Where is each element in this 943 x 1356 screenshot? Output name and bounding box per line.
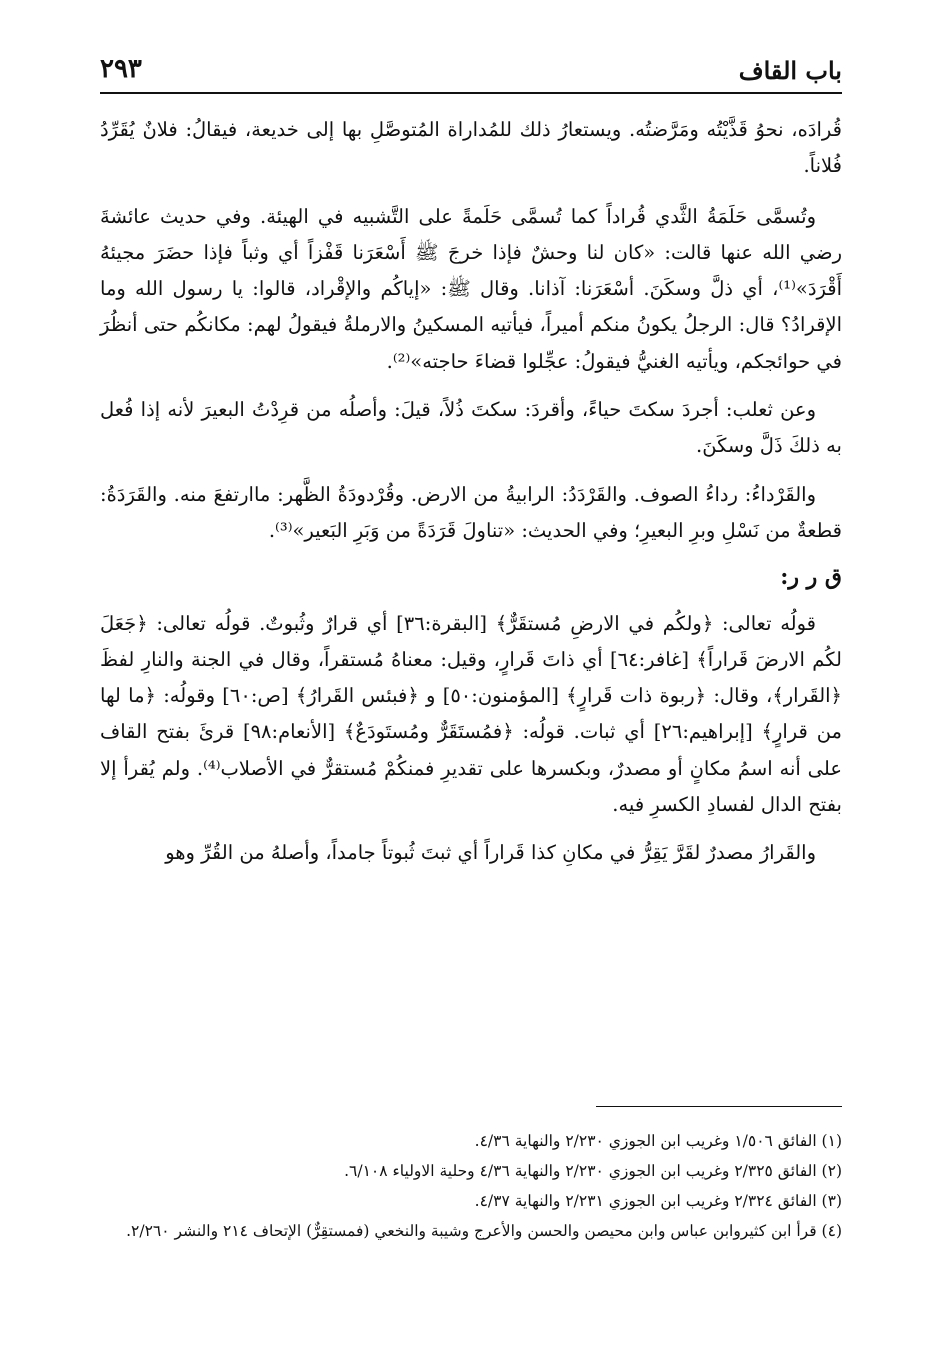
- footnote-2: (٢) الفائق ٢/٣٢٥ وغريب ابن الجوزي ٢/٢٣٠ والنهاية ٤/٣٦ وحلية الاولياء ٦/١٠٨.: [344, 1162, 842, 1180]
- paragraph-qardaa: والقَرْداءُ: رداءُ الصوف. والقَرْدَدُ: الرابيةُ من الارض. وقُرْدودَةُ الظَّهر: ماارتفعَ منه. والقَرَدَةُ: قطعةٌ من نَسْلِ وبرِ البعيرِ؛ وفي الحديث: «تناولَ قَرَدَةً من وَبَرِ البَعير»⁽³⁾.: [100, 482, 842, 542]
- root-heading: ق ر ر:: [780, 564, 842, 591]
- paragraph-mustaqarr: قولُه تعالى: ﴿ولكُم في الارضِ مُستقَرٌّ﴾ [البقرة:٣٦] أي قرارٌ وثُبوتٌ. قولُه تعالى: ﴿جَعَلَ لكُم الارضَ قَراراً﴾ [غافر:٦٤] أي ذاتَ قَرارٍ، وقيل: معناهُ مُستقراً، وقال في الجنة والنارِ لفظَ ﴿القَرار﴾، وقال: ﴿ربوة ذات قَرارٍ﴾ [المؤمنون:٥٠] و ﴿فبئس القَرارُ﴾ [ص:٦٠] وقولُه: ﴿ما لها من قرارٍ﴾ [إبراهيم:٢٦] أي ثبات. قولُه: ﴿فمُستَقَرٌّ ومُستَودَعٌ﴾ [الأنعام:٩٨] قرئَ بفتح القاف على أنه اسمُ مكانٍ أو مصدرٌ، وبكسرها على تقديرِ فمنكُمْ مُستقرٌّ في الأصلاب⁽⁴⁾. ولم يُقرأ إلا بفتح الدال لفسادِ الكسرِ فيه.: [100, 611, 842, 817]
- page-number: ٢٩٣: [100, 54, 142, 84]
- footnote-1: (١) الفائق ١/٥٠٦ وغريب ابن الجوزي ٢/٢٣٠ والنهاية ٤/٣٦.: [474, 1132, 842, 1150]
- paragraph-thalab: وعن ثعلب: أجردَ سكتَ حياءً، وأقردَ: سكتَ ذُلاً، قيلَ: وأصلُه من قرِدْتُ البعيرَ لأنه إذا فُعل به ذلكَ ذَلَّ وسكَنَ.: [100, 398, 842, 458]
- main-text: [100, 112, 842, 872]
- footnote-separator: [596, 1106, 842, 1107]
- footnotes: [100, 1126, 842, 1246]
- footnote-3: (٣) الفائق ٢/٣٢٤ وغريب ابن الجوزي ٢/٢٣١ والنهاية ٤/٣٧.: [474, 1192, 842, 1210]
- page-header: [100, 52, 842, 94]
- paragraph-qarar: والقَرارُ مصدرٌ لقَرَّ يَقِرُّ في مكانِ كذا قَراراً أي ثبتَ ثُبوتاً جامداً، وأصلهُ من القُرِّ وهو: [165, 841, 816, 865]
- footnote-4: (٤) قرأ ابن كثيروابن عباس وابن محيصن والحسن والأعرج وشيبة والنخعي (فمستقِرٌّ) الإتحاف ٢١٤ والنشر ٢/٢٦٠.: [126, 1222, 842, 1240]
- paragraph-continuation: قُرادَه، نحوُ قَذَّيْتُه ومَرَّضتُه. ويستعارُ ذلك للمُداراة المُتوصَّلِ بها إلى خديعة، فيقالُ: فلانٌ يُقَرِّدُ فُلاناً.: [100, 118, 842, 178]
- chapter-title: باب القاف: [738, 56, 842, 85]
- paragraph-halamah: وتُسمَّى حَلَمَةُ الثَّدي قُراداً كما تُسمَّى حَلَمةً على التَّشبيه في الهيئة. وفي حديث عائشةَ رضي الله عنها قالت: «كان لنا وحشٌ فإذا خرجَ ﷺ أَسْعَرَنا قَفْزاً أي وثباً فإذا حضَرَ مجيئهُ أَقْرَدَ»⁽¹⁾، أي ذلَّ وسكَنَ. أسْعَرَنا: آذانا. وقال ﷺ: «إياكُم والإقْراد، قالوا: يا رسول الله وما الإقرادُ؟ قال: الرجلُ يكونُ منكم أميراً، فيأتيه المسكينُ والارملةُ فيقولُ لهم: مكانكُم حتى أنظُرَ في حوائجكم، ويأتيه الغنيُّ فيقولُ: عجِّلوا قضاءَ حاجته»⁽²⁾.: [100, 204, 842, 373]
